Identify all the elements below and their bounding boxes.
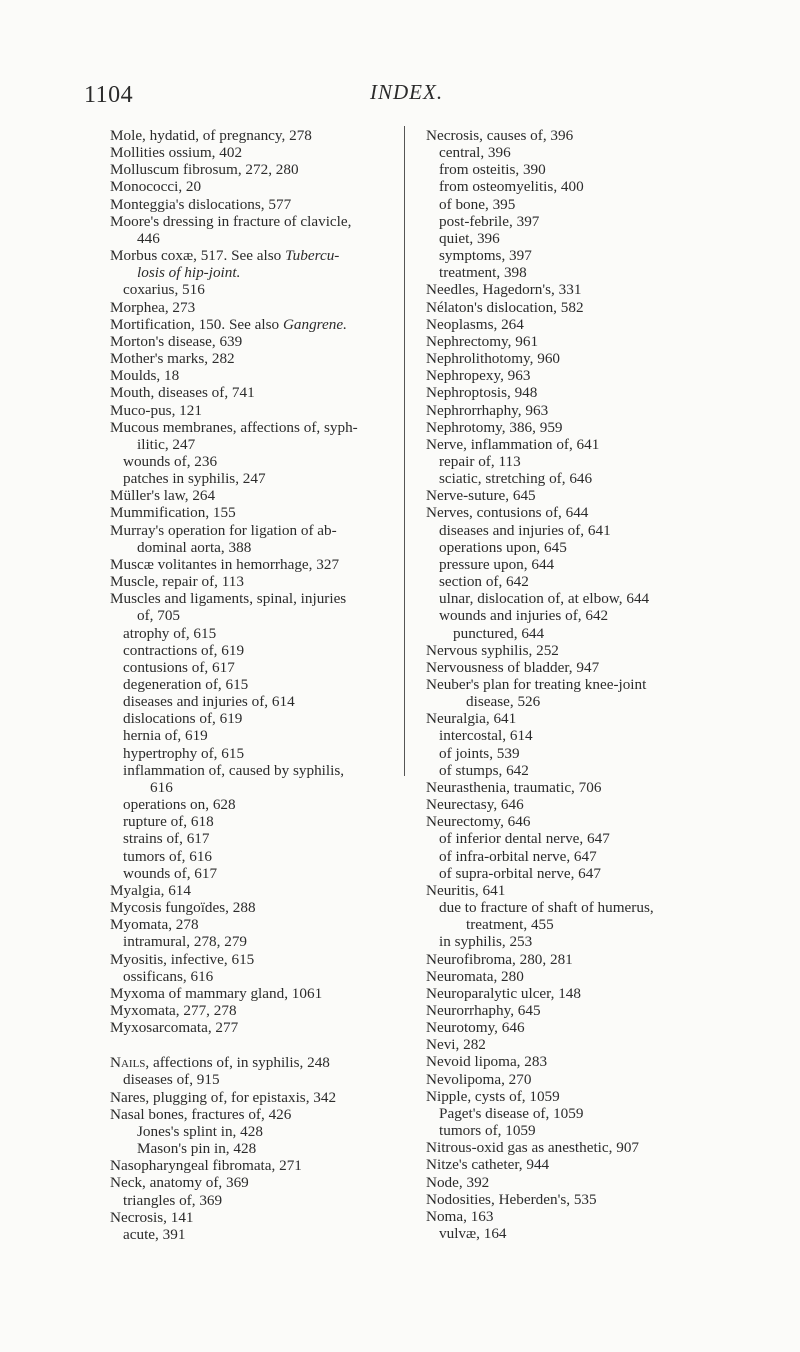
- entry-text: due to fracture of shaft of humerus,: [439, 899, 654, 917]
- entry-text: Necrosis, causes of, 396: [426, 127, 574, 144]
- index-entry: [110, 1174, 400, 1191]
- entry-text: punctured, 644: [453, 624, 545, 642]
- entry-text: Myalgia, 614: [110, 881, 191, 899]
- entry-text: treatment, 455: [466, 916, 554, 934]
- index-subentry: [426, 453, 721, 470]
- entry-text: Müller's law, 264: [110, 487, 216, 505]
- entry-text: dislocations of, 619: [123, 710, 243, 728]
- index-entry: [110, 985, 400, 1002]
- index-subentry: [426, 178, 721, 195]
- entry-text: Necrosis, 141: [110, 1208, 194, 1226]
- index-entry: [426, 487, 721, 504]
- index-subentry: [110, 659, 400, 676]
- index-subentry: [110, 848, 400, 865]
- index-entry: [426, 676, 721, 693]
- index-entry: [110, 1089, 400, 1106]
- entry-text: Myositis, infective, 615: [110, 950, 255, 968]
- index-subentry: [426, 762, 721, 779]
- entry-text: Neuromata, 280: [426, 967, 524, 985]
- entry-text: vulvæ, 164: [439, 1225, 507, 1242]
- entry-text: of infra-orbital nerve, 647: [439, 847, 597, 865]
- see-also-reference: Tubercu-: [285, 247, 340, 265]
- entry-text: Nevolipoma, 270: [426, 1070, 532, 1088]
- entry-text: Muco-pus, 121: [110, 401, 202, 419]
- see-also-reference: losis of hip-joint.: [137, 264, 241, 282]
- index-entry: [110, 419, 400, 436]
- entry-text: strains of, 617: [123, 830, 210, 848]
- index-subentry: [426, 161, 721, 178]
- entry-text: of inferior dental nerve, 647: [439, 830, 610, 848]
- entry-text: Neurorrhaphy, 645: [426, 1001, 541, 1019]
- entry-text: Nerve-suture, 645: [426, 487, 536, 505]
- entry-text: Nasal bones, fractures of, 426: [110, 1105, 292, 1123]
- index-subentry: [426, 899, 721, 916]
- index-entry: [110, 1019, 400, 1036]
- index-subentry: [110, 762, 400, 779]
- index-entry: [426, 367, 721, 384]
- entry-text: Paget's disease of, 1059: [439, 1104, 584, 1122]
- index-subentry: [110, 676, 400, 693]
- entry-text: Nodosities, Heberden's, 535: [426, 1190, 597, 1208]
- index-subentry: [110, 1123, 400, 1140]
- entry-text: operations upon, 645: [439, 538, 567, 556]
- index-subentry: [426, 247, 721, 264]
- entry-text: treatment, 398: [439, 264, 527, 282]
- entry-text: tumors of, 1059: [439, 1122, 536, 1140]
- index-subentry: [110, 779, 400, 796]
- entry-text: Node, 392: [426, 1173, 490, 1191]
- entry-text: Mother's marks, 282: [110, 350, 235, 368]
- index-entry: [110, 213, 400, 230]
- index-subentry: [426, 745, 721, 762]
- index-subentry: [426, 539, 721, 556]
- index-entry: [110, 1157, 400, 1174]
- index-entry: [426, 968, 721, 985]
- entry-text: pressure upon, 644: [439, 555, 555, 573]
- index-subentry: [426, 1225, 721, 1242]
- entry-text: repair of, 113: [439, 452, 521, 470]
- entry-text: quiet, 396: [439, 229, 500, 247]
- entry-text: Nevoid lipoma, 283: [426, 1053, 548, 1071]
- index-subentry: [110, 539, 400, 556]
- entry-text: Needles, Hagedorn's, 331: [426, 281, 582, 299]
- entry-text: contractions of, 619: [123, 641, 245, 659]
- entry-text: Neurofibroma, 280, 281: [426, 950, 573, 968]
- index-subentry: [110, 281, 400, 298]
- index-subentry: [110, 796, 400, 813]
- index-subentry: [426, 470, 721, 487]
- entry-text: Nephrolithotomy, 960: [426, 350, 561, 368]
- index-subentry: [110, 230, 400, 247]
- index-entry: [110, 333, 400, 350]
- index-entry: [426, 1053, 721, 1070]
- entry-text: Nitrous-oxid gas as anesthetic, 907: [426, 1139, 640, 1157]
- entry-text: Neck, anatomy of, 369: [110, 1174, 249, 1192]
- index-entry: [426, 1071, 721, 1088]
- entry-text: degeneration of, 615: [123, 676, 249, 693]
- entry-text: rupture of, 618: [123, 813, 214, 831]
- entry-text: wounds of, 236: [123, 452, 218, 470]
- entry-text: Mummification, 155: [110, 504, 236, 522]
- entry-text: from osteomyelitis, 400: [439, 178, 584, 196]
- index-column-left: [110, 127, 400, 1243]
- entry-text: Nervous syphilis, 252: [426, 641, 559, 659]
- entry-text: Monteggia's dislocations, 577: [110, 195, 292, 213]
- entry-text: post-febrile, 397: [439, 212, 540, 230]
- entry-text: Neuralgia, 641: [426, 710, 517, 728]
- entry-text: Noma, 163: [426, 1207, 494, 1225]
- index-subentry: [110, 933, 400, 950]
- entry-text: of, 705: [137, 607, 181, 625]
- entry-text: Mollities ossium, 402: [110, 144, 243, 162]
- see-also-reference: Gangrene.: [282, 315, 347, 333]
- entry-text: acute, 391: [123, 1225, 186, 1243]
- entry-text: dominal aorta, 388: [137, 538, 252, 556]
- entry-text: Mortification, 150. See also: [110, 315, 283, 333]
- entry-text: 446: [137, 229, 160, 247]
- index-subentry: [426, 727, 721, 744]
- entry-text: contusions of, 617: [123, 658, 235, 676]
- entry-text: Moulds, 18: [110, 367, 180, 385]
- index-subentry: [110, 453, 400, 470]
- index-entry: [426, 796, 721, 813]
- index-subentry: [110, 1192, 400, 1209]
- index-subentry: [426, 693, 721, 710]
- entry-text: Myxosarcomata, 277: [110, 1019, 239, 1037]
- index-subentry: [426, 607, 721, 624]
- entry-text: diseases and injuries of, 614: [123, 693, 295, 711]
- entry-text: disease, 526: [466, 693, 541, 711]
- entry-text: symptoms, 397: [439, 247, 532, 265]
- index-subentry: [110, 1226, 400, 1243]
- entry-text: Muscles and ligaments, spinal, injuries: [110, 590, 347, 608]
- entry-text: of bone, 395: [439, 195, 516, 213]
- entry-text: in syphilis, 253: [439, 933, 533, 951]
- entry-text: Mouth, diseases of, 741: [110, 384, 255, 402]
- index-subentry: [110, 470, 400, 487]
- index-entry: [110, 316, 400, 333]
- index-entry: [426, 402, 721, 419]
- entry-text: hernia of, 619: [123, 727, 208, 745]
- index-entry: [110, 127, 400, 144]
- index-entry: [426, 1019, 721, 1036]
- entry-text: from osteitis, 390: [439, 161, 546, 179]
- entry-text: wounds and injuries of, 642: [439, 607, 609, 625]
- index-entry: [110, 196, 400, 213]
- index-entry: [426, 384, 721, 401]
- index-subentry: [426, 590, 721, 607]
- entry-text: Mycosis fungoïdes, 288: [110, 899, 256, 917]
- entry-text: ilitic, 247: [137, 435, 196, 453]
- index-entry: [426, 1156, 721, 1173]
- index-subentry: [426, 213, 721, 230]
- entry-text: diseases of, 915: [123, 1071, 220, 1089]
- page-header: [0, 72, 800, 112]
- entry-text: patches in syphilis, 247: [123, 470, 266, 488]
- index-subentry: [110, 693, 400, 710]
- entry-text: tumors of, 616: [123, 847, 213, 865]
- index-entry: [110, 247, 400, 264]
- index-entry: [110, 590, 400, 607]
- index-entry: [426, 710, 721, 727]
- entry-text: Nitze's catheter, 944: [426, 1156, 550, 1174]
- index-subentry: [110, 710, 400, 727]
- entry-text: Neuber's plan for treating knee-joint: [426, 676, 647, 693]
- entry-text: Moore's dressing in fracture of clavicle,: [110, 212, 352, 230]
- index-entry: [426, 642, 721, 659]
- entry-text: Molluscum fibrosum, 272, 280: [110, 161, 299, 179]
- index-subentry: [426, 264, 721, 281]
- index-subentry: [110, 727, 400, 744]
- entry-text: Murray's operation for ligation of ab-: [110, 521, 337, 539]
- index-entry: [110, 899, 400, 916]
- index-entry: [110, 161, 400, 178]
- entry-text: Nerves, contusions of, 644: [426, 504, 589, 522]
- entry-text: , affections of, in syphilis, 248: [145, 1054, 330, 1072]
- entry-text: Nerve, inflammation of, 641: [426, 435, 600, 453]
- entry-text: of joints, 539: [439, 744, 520, 762]
- index-subentry: [426, 1122, 721, 1139]
- index-subentry: [426, 573, 721, 590]
- entry-text: central, 396: [439, 144, 511, 162]
- index-subentry: [426, 933, 721, 950]
- index-entry: [110, 1002, 400, 1019]
- index-subentry: [426, 230, 721, 247]
- entry-text: intramural, 278, 279: [123, 933, 248, 951]
- index-entry: [110, 487, 400, 504]
- index-subentry: [110, 264, 400, 281]
- index-subentry: [110, 642, 400, 659]
- running-title: INDEX.: [370, 80, 444, 104]
- entry-text: Mucous membranes, affections of, syph-: [110, 418, 358, 436]
- entry-text: Myxoma of mammary gland, 1061: [110, 984, 323, 1002]
- index-entry: [426, 951, 721, 968]
- entry-text: coxarius, 516: [123, 281, 205, 299]
- index-entry: [110, 402, 400, 419]
- entry-text: Neurotomy, 646: [426, 1019, 525, 1037]
- entry-text: Nephroptosis, 948: [426, 384, 538, 402]
- index-subentry: [426, 625, 721, 642]
- index-subentry: [110, 607, 400, 624]
- index-entry: [426, 1139, 721, 1156]
- index-entry: [110, 350, 400, 367]
- index-subentry: [426, 830, 721, 847]
- index-subentry: [110, 745, 400, 762]
- index-entry: [110, 882, 400, 899]
- index-subentry: [110, 1071, 400, 1088]
- index-entry: [110, 1106, 400, 1123]
- index-entry: [110, 299, 400, 316]
- entry-text: Neurasthenia, traumatic, 706: [426, 778, 602, 796]
- index-entry: [426, 1088, 721, 1105]
- page-number: 1104: [84, 82, 134, 108]
- index-subentry: [426, 1105, 721, 1122]
- entry-text: 616: [150, 778, 173, 796]
- index-entry: [426, 1208, 721, 1225]
- index-entry: [426, 333, 721, 350]
- entry-text: Neuritis, 641: [426, 881, 506, 899]
- index-subentry: [110, 1140, 400, 1157]
- entry-text: Morton's disease, 639: [110, 332, 243, 350]
- entry-text: Muscæ volitantes in hemorrhage, 327: [110, 555, 340, 573]
- index-entry: [426, 316, 721, 333]
- index-entry: [426, 813, 721, 830]
- entry-text: sciatic, stretching of, 646: [439, 470, 593, 488]
- entry-text: of supra-orbital nerve, 647: [439, 864, 601, 882]
- index-subentry: [110, 968, 400, 985]
- index-entry: [110, 1209, 400, 1226]
- entry-text: operations on, 628: [123, 796, 236, 814]
- index-entry: [110, 1054, 400, 1071]
- index-entry: [426, 419, 721, 436]
- entry-text: Jones's splint in, 428: [137, 1122, 263, 1140]
- entry-text: Nipple, cysts of, 1059: [426, 1087, 560, 1105]
- entry-text: inflammation of, caused by syphilis,: [123, 761, 345, 779]
- index-subentry: [426, 848, 721, 865]
- entry-text: hypertrophy of, 615: [123, 744, 245, 762]
- index-entry: [426, 504, 721, 521]
- index-subentry: [110, 813, 400, 830]
- index-entry: [110, 573, 400, 590]
- index-entry: [426, 299, 721, 316]
- entry-text: Nares, plugging of, for epistaxis, 342: [110, 1088, 337, 1106]
- entry-text: Nevi, 282: [426, 1036, 486, 1054]
- index-entry: [110, 951, 400, 968]
- index-entry: [110, 367, 400, 384]
- entry-text: section of, 642: [439, 573, 529, 591]
- entry-text: Mole, hydatid, of pregnancy, 278: [110, 127, 312, 144]
- index-entry: [110, 916, 400, 933]
- index-entry: [110, 522, 400, 539]
- index-entry: [426, 436, 721, 453]
- entry-text: Neoplasms, 264: [426, 315, 524, 333]
- entry-text: intercostal, 614: [439, 727, 533, 745]
- index-entry: [110, 178, 400, 195]
- index-entry: [110, 384, 400, 401]
- index-entry: [426, 281, 721, 298]
- index-entry: [110, 144, 400, 161]
- index-entry: [426, 882, 721, 899]
- index-column-right: [426, 127, 721, 1242]
- entry-text: Nephrotomy, 386, 959: [426, 418, 563, 436]
- index-subentry: [110, 625, 400, 642]
- entry-text: Neurectasy, 646: [426, 796, 524, 814]
- index-entry: [110, 504, 400, 521]
- entry-text: Neurectomy, 646: [426, 813, 531, 831]
- entry-text: ossificans, 616: [123, 967, 214, 985]
- index-entry: [110, 556, 400, 573]
- index-entry: [426, 127, 721, 144]
- entry-head-smallcaps: Nails: [110, 1054, 146, 1072]
- index-entry: [426, 985, 721, 1002]
- entry-text: Mason's pin in, 428: [137, 1140, 257, 1158]
- index-subentry: [110, 436, 400, 453]
- entry-text: Myomata, 278: [110, 916, 199, 934]
- entry-text: Muscle, repair of, 113: [110, 573, 244, 591]
- entry-text: Nephrorrhaphy, 963: [426, 401, 549, 419]
- index-entry: [426, 1174, 721, 1191]
- entry-text: Nélaton's dislocation, 582: [426, 298, 584, 316]
- entry-text: diseases and injuries of, 641: [439, 521, 611, 539]
- entry-text: Nephrectomy, 961: [426, 332, 539, 350]
- index-entry: [426, 1002, 721, 1019]
- index-entry: [426, 659, 721, 676]
- entry-text: wounds of, 617: [123, 864, 218, 882]
- entry-text: atrophy of, 615: [123, 624, 217, 642]
- index-subentry: [426, 144, 721, 161]
- entry-text: Neuroparalytic ulcer, 148: [426, 984, 581, 1002]
- index-subentry: [426, 522, 721, 539]
- index-subentry: [426, 865, 721, 882]
- entry-text: of stumps, 642: [439, 761, 529, 779]
- index-entry: [426, 1036, 721, 1053]
- entry-text: triangles of, 369: [123, 1191, 223, 1209]
- entry-text: Nervousness of bladder, 947: [426, 658, 600, 676]
- entry-text: Morphea, 273: [110, 298, 196, 316]
- column-divider: [404, 126, 405, 776]
- section-gap: [110, 1036, 400, 1054]
- index-entry: [426, 779, 721, 796]
- index-subentry: [426, 196, 721, 213]
- index-entry: [426, 1191, 721, 1208]
- entry-text: Myxomata, 277, 278: [110, 1001, 237, 1019]
- entry-text: Nephropexy, 963: [426, 367, 531, 385]
- index-subentry: [426, 916, 721, 933]
- index-entry: [426, 350, 721, 367]
- index-subentry: [426, 556, 721, 573]
- entry-text: Nasopharyngeal fibromata, 271: [110, 1157, 302, 1175]
- entry-text: ulnar, dislocation of, at elbow, 644: [439, 590, 650, 608]
- index-subentry: [110, 830, 400, 847]
- index-subentry: [110, 865, 400, 882]
- entry-text: Morbus coxæ, 517. See also: [110, 247, 286, 265]
- entry-text: Monococci, 20: [110, 178, 202, 196]
